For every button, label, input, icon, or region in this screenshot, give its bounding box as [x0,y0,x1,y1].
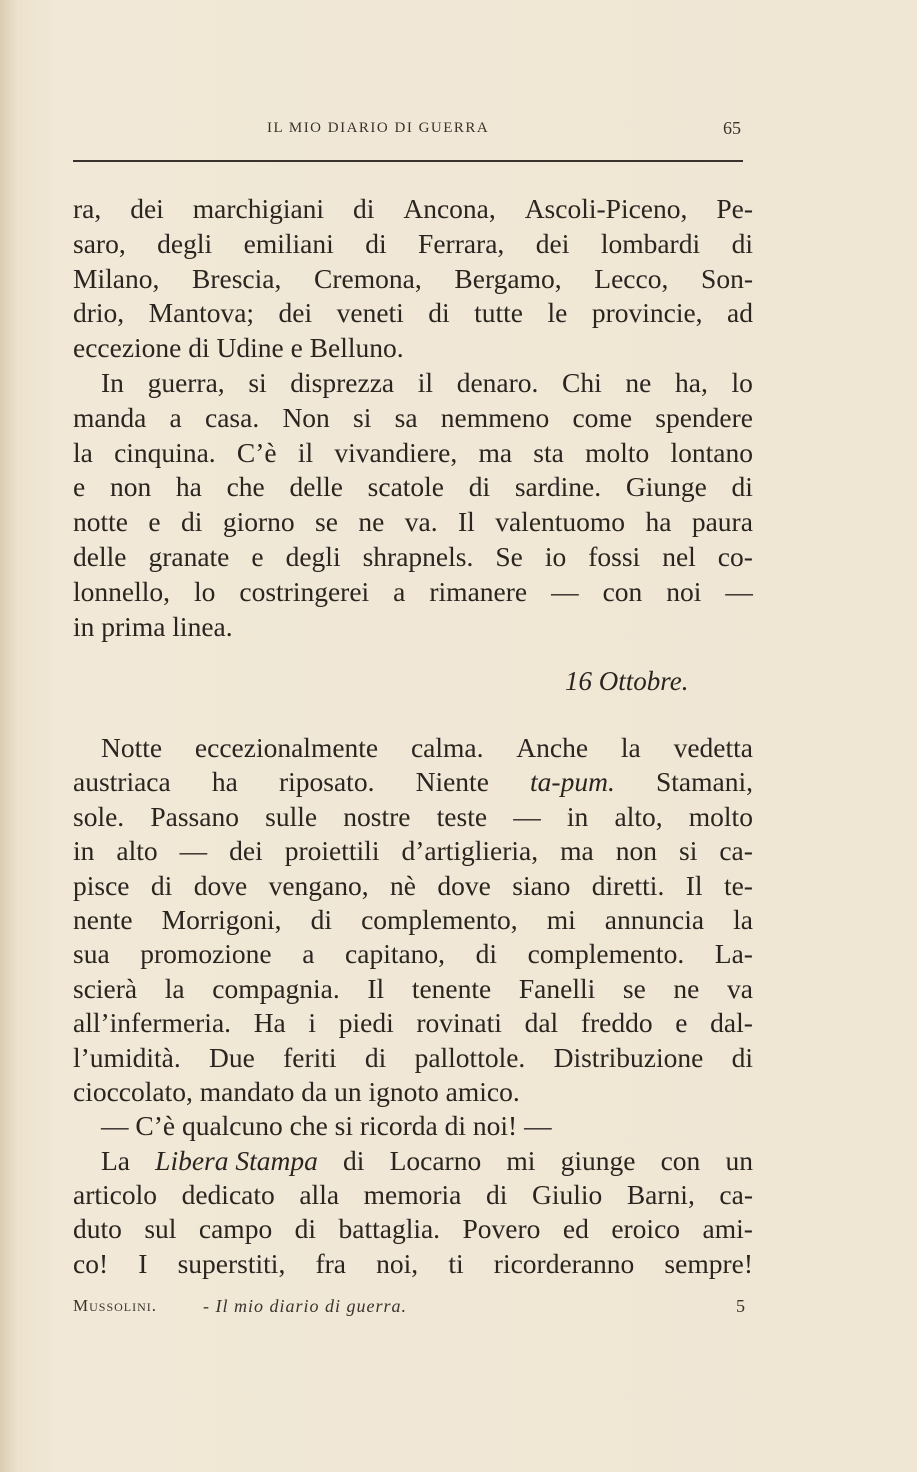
word: provincie, [591,297,703,329]
word: tutte [474,297,524,329]
word: molto [585,436,650,468]
word: eroico [611,1213,681,1245]
word: calma. [410,732,484,763]
word: se [315,506,338,538]
word: casa. [205,401,260,433]
word: degli [285,540,341,572]
word: Il [685,869,703,901]
word: Se [495,540,523,572]
word: Ferrara, [418,227,505,259]
text-line [73,1041,753,1075]
word: riposato. [278,766,375,798]
word: ed [562,1213,589,1245]
word: con [602,575,643,607]
word: ca- [719,1179,753,1211]
word: lontano [670,436,753,468]
word: di [181,506,203,538]
text-line [73,540,753,575]
word: molto [688,800,753,832]
word: I [138,1247,148,1279]
word: sole. [73,800,125,832]
word: — [179,835,208,867]
word: di [731,1041,753,1073]
word: delle [289,471,343,503]
word: di [475,938,498,970]
word: Giulio [531,1179,603,1211]
word: proiettili [284,835,380,867]
word: vivandiere, [334,436,458,468]
word: Due [209,1041,255,1073]
word: si [353,401,372,433]
word: Stamani, [655,766,753,798]
text-line [73,765,753,799]
word: e [148,506,161,538]
word: scierà [73,972,138,1004]
word: — [551,575,579,607]
word: paura [691,506,753,538]
word: battaglia. [338,1213,441,1245]
word: di [365,227,387,259]
word: te- [723,869,753,901]
word: fossi [588,540,641,572]
word: dei [278,297,313,329]
word: di [294,1213,317,1245]
word: la [73,436,93,468]
word: Non [282,401,330,433]
word: Morrigoni, [161,903,282,935]
page-footer [73,1296,745,1324]
word: capitano, [345,938,446,970]
word: Povero [462,1213,541,1245]
word: granate [148,540,230,572]
paragraph-4 [73,1144,753,1282]
word: dal [524,1007,559,1039]
word: nè [390,869,417,901]
text-line [73,192,753,227]
word: sa [394,401,418,433]
word: Il [367,972,385,1004]
word: il [297,436,314,468]
word: eccezionalmente [194,732,379,763]
word: lombardi [600,227,701,259]
word: austriaca [73,766,171,798]
paragraph-3 [73,731,753,1109]
word: Passano [150,800,239,832]
word: Ha [253,1007,286,1039]
word: ha [211,766,238,798]
word: e [251,540,264,572]
word: la [733,903,753,935]
word: nel [662,540,696,572]
word: la [164,972,185,1004]
word: superstiti, [177,1247,286,1279]
word: siano [512,869,571,901]
text-line [73,227,753,262]
word: pisce [73,869,130,901]
word: sardine. [514,471,602,503]
word: a [169,401,182,433]
text-line [73,401,753,436]
word: sempre! [664,1247,753,1279]
text-line [73,731,753,765]
text-line [73,834,753,868]
text-line [73,1144,753,1178]
word: di [310,903,333,935]
word: di [731,227,753,259]
word: ne [358,506,385,538]
word: va [727,972,753,1004]
word: Cremona, [314,262,422,294]
word: freddo [580,1007,653,1039]
word: dei [130,193,164,224]
word: i [308,1007,317,1039]
word: cioccolato, mandato da un ignoto amico. [73,1075,520,1107]
word: veneti [336,297,404,329]
word: lo [194,575,216,607]
word: noi, [376,1247,419,1279]
word: dove [193,869,248,901]
word: Ascoli-Piceno, [524,193,688,224]
word: non [615,835,657,867]
word: mi [546,903,576,935]
word: ha, [675,366,708,398]
page-number: 65 [723,118,741,138]
word: La- [714,938,753,970]
word: in prima linea. [73,610,233,642]
word: ma [478,436,513,468]
word: dal- [710,1007,753,1039]
word: ha [645,506,672,538]
word: emiliani [243,227,334,259]
word: Milano, [73,262,160,294]
text-line [73,262,753,297]
word: Giunge [625,471,707,503]
word: Fanelli [518,972,596,1004]
word: costringerei [239,575,370,607]
word: Lecco, [594,262,669,294]
word: non [109,471,152,503]
text-line [73,296,753,331]
word: spendere [655,401,753,433]
word: Chi [562,366,602,398]
word: sulle [265,800,318,832]
word: shrapnels. [362,540,474,572]
word: lonnello, [73,575,171,607]
word: nemmeno [440,401,550,433]
word: un [725,1144,753,1176]
header-rule [73,160,743,162]
word: giunge [560,1144,636,1176]
word: rovinati [416,1007,502,1039]
word: la [620,732,641,763]
word: Son- [701,262,753,294]
word: di [353,193,375,224]
word: giorno [222,506,295,538]
text-line [73,972,753,1006]
word: ne [673,972,700,1004]
date-heading: 16 Ottobre. [565,666,689,696]
word: di [364,1041,387,1073]
word: di [485,1179,508,1211]
word: delle [73,540,127,572]
word: Notte [101,732,163,763]
word: se [622,972,646,1004]
word: promozione [140,938,272,970]
word: all’infermeria. [73,1007,232,1039]
word: alla [299,1179,340,1211]
text-block-bottom [73,731,753,1281]
word: ti [448,1247,464,1279]
word: In [101,366,124,398]
word: notte [73,506,128,538]
word: teste [436,800,488,832]
word: ca- [719,835,753,867]
word: tenente [411,972,492,1004]
word: si [248,366,267,398]
word: lo [731,366,753,398]
word: Mantova; [148,297,255,329]
word: ra, [73,193,102,224]
word: a [393,575,406,607]
word: feriti [283,1041,337,1073]
word: drio, [73,297,125,329]
word: ad [727,297,753,329]
text-line [73,1075,753,1109]
word: pallottole. [414,1041,526,1073]
text-line [73,869,753,903]
text-line [73,470,753,505]
word: Anche [516,732,589,763]
word: eccezione di Udine e Belluno. [73,332,404,364]
word: io [544,540,567,572]
word: — [725,575,753,607]
word: co- [717,540,753,572]
text-line [73,366,753,401]
word: duto [73,1213,122,1245]
text-line [73,436,753,471]
word: ta-pum. [530,766,615,798]
word: l’umidità. [73,1041,181,1073]
text-line [73,575,753,610]
paragraph-2 [73,366,753,644]
word: Il [458,506,475,538]
word: le [547,297,568,329]
text-line [73,610,753,645]
footer-author: Mussolini. [73,1296,158,1315]
word: che [226,471,265,503]
paragraph-1 [73,192,753,366]
word: dove [437,869,491,901]
running-title: IL MIO DIARIO DI GUERRA [267,120,490,136]
word: va. [404,506,438,538]
word: Ancona, [403,193,496,224]
word: Locarno [389,1144,482,1176]
word: e [73,471,86,503]
word: complemento, [361,903,518,935]
word: denaro. [456,366,539,398]
word: come [572,401,633,433]
word: Pe- [716,193,753,224]
word: articolo [73,1179,157,1211]
word: ricorderanno [493,1247,635,1279]
quote-text: — C’è qualcuno che si ricorda di noi! — [101,1110,552,1142]
word: Barni, [626,1179,695,1211]
word: diretti. [591,869,665,901]
text-line [73,903,753,937]
word: il [417,366,434,398]
word: Libera Stampa [155,1144,318,1176]
word: ha [175,471,202,503]
word: campo [198,1213,273,1245]
word: fra [315,1247,347,1279]
word: C’è [236,436,277,468]
text-line [73,1006,753,1040]
word: noi [666,575,702,607]
footer-title: - Il mio diario di guerra. [203,1296,407,1316]
word: cinquina. [114,436,216,468]
word: Bergamo, [454,262,562,294]
word: guerra, [147,366,225,398]
word: rimanere [429,575,528,607]
word: di [731,471,753,503]
word: Niente [415,766,489,798]
word: annuncia [604,903,705,935]
word: complemento. [527,938,685,970]
word: disprezza [290,366,395,398]
word: d’artiglieria, [401,835,539,867]
text-block-top [73,192,753,644]
signature-mark: 5 [736,1296,745,1316]
word: nostre [343,800,411,832]
running-head [0,118,917,142]
word: — [513,800,541,832]
word: con [660,1144,701,1176]
word: compagnia. [212,972,340,1004]
word: co! [73,1247,109,1279]
word: dei [535,227,570,259]
word: sul [144,1213,177,1245]
word: di [150,869,173,901]
text-line [73,800,753,834]
word: valentuomo [495,506,626,538]
word: dedicato [181,1179,275,1211]
word: vengano, [268,869,369,901]
word: Brescia, [192,262,282,294]
quote-line [73,1109,753,1143]
word: marchigiani [192,193,325,224]
word: e [675,1007,688,1039]
word: in [566,800,589,832]
word: di [468,471,491,503]
word: saro, [73,227,126,259]
word: in [73,835,95,867]
word: a [302,938,315,970]
word: si [679,835,698,867]
word: vedetta [673,732,753,763]
word: alto [116,835,158,867]
word: di [343,1144,365,1176]
word: ne [625,366,652,398]
word: ma [560,835,594,867]
word: manda [73,401,147,433]
text-line [73,937,753,971]
text-line [73,331,753,366]
word: di [428,297,450,329]
text-line [73,1247,753,1281]
word: scatole [367,471,445,503]
word: La [101,1144,131,1176]
word: dei [229,835,263,867]
word: mi [506,1144,536,1176]
word: alto, [614,800,663,832]
word: sua [73,938,110,970]
text-line [73,505,753,540]
word: ami- [702,1213,753,1245]
word: sta [533,436,564,468]
word: nente [73,903,133,935]
word: piedi [338,1007,394,1039]
word: Distribuzione [553,1041,704,1073]
text-line [73,1178,753,1212]
word: memoria [363,1179,462,1211]
word: degli [157,227,213,259]
text-line [73,1212,753,1246]
